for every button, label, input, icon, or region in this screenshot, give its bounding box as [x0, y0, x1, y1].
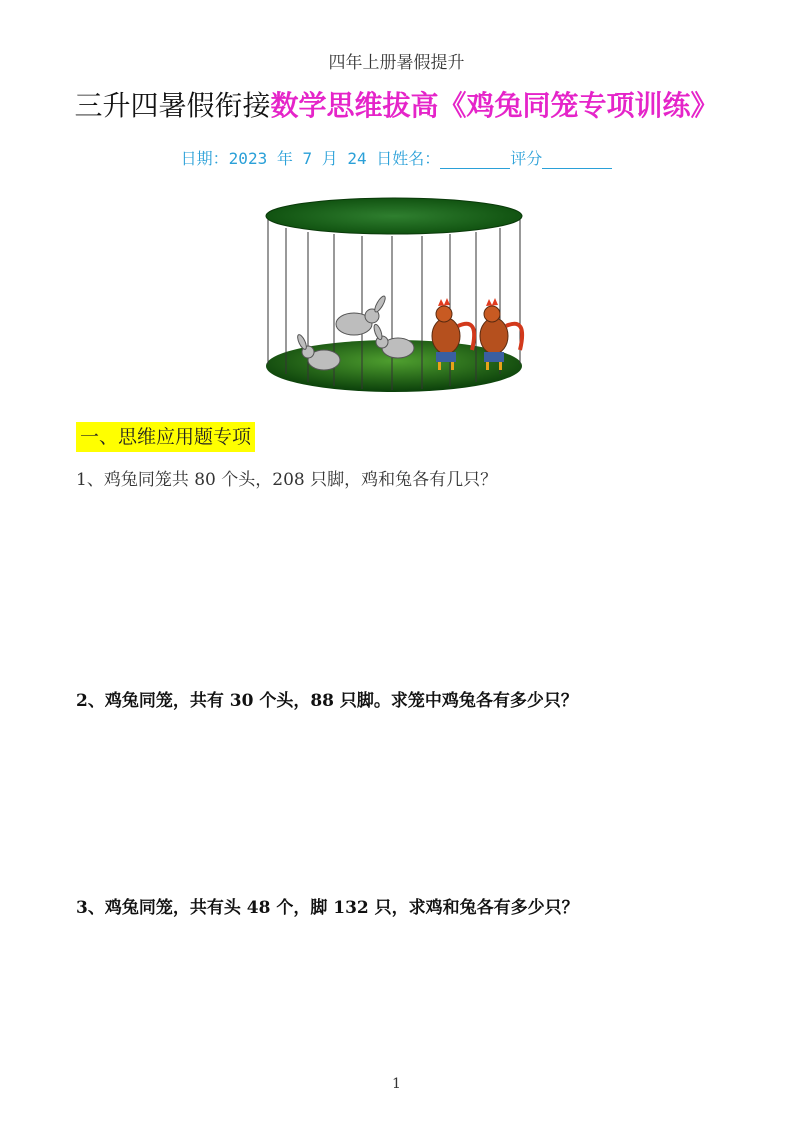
title-topic: 数学思维拔高《鸡兔同笼专项训练》: [270, 89, 719, 122]
question-3: 3、鸡兔同笼，共有头 48 个，脚 132 只，求鸡和兔各有多少只？: [76, 898, 579, 918]
name-label: 姓名：: [392, 149, 441, 168]
page-number: 1: [392, 1076, 401, 1092]
question-1: 1、鸡兔同笼共 80 个头，208 只脚，鸡和兔各有几只？: [76, 470, 498, 490]
question-2: 2、鸡兔同笼，共有 30 个头，88 只脚。求笼中鸡兔各有多少只？: [76, 691, 578, 711]
title-prefix: 三升四暑假衔接: [74, 89, 271, 122]
cage-top: [266, 198, 522, 234]
worksheet-title: [0, 84, 793, 124]
date-text: 日期：2023 年 7 月 24 日: [180, 149, 393, 168]
name-blank[interactable]: [440, 152, 510, 169]
section-heading: 一、思维应用题专项: [76, 422, 255, 452]
score-label: 评分: [510, 149, 543, 168]
chicken-rabbit-cage-illustration: [262, 196, 526, 392]
page-header: 四年上册暑假提升: [328, 53, 465, 73]
date-name-score-line: [0, 146, 793, 169]
score-blank[interactable]: [542, 152, 612, 169]
